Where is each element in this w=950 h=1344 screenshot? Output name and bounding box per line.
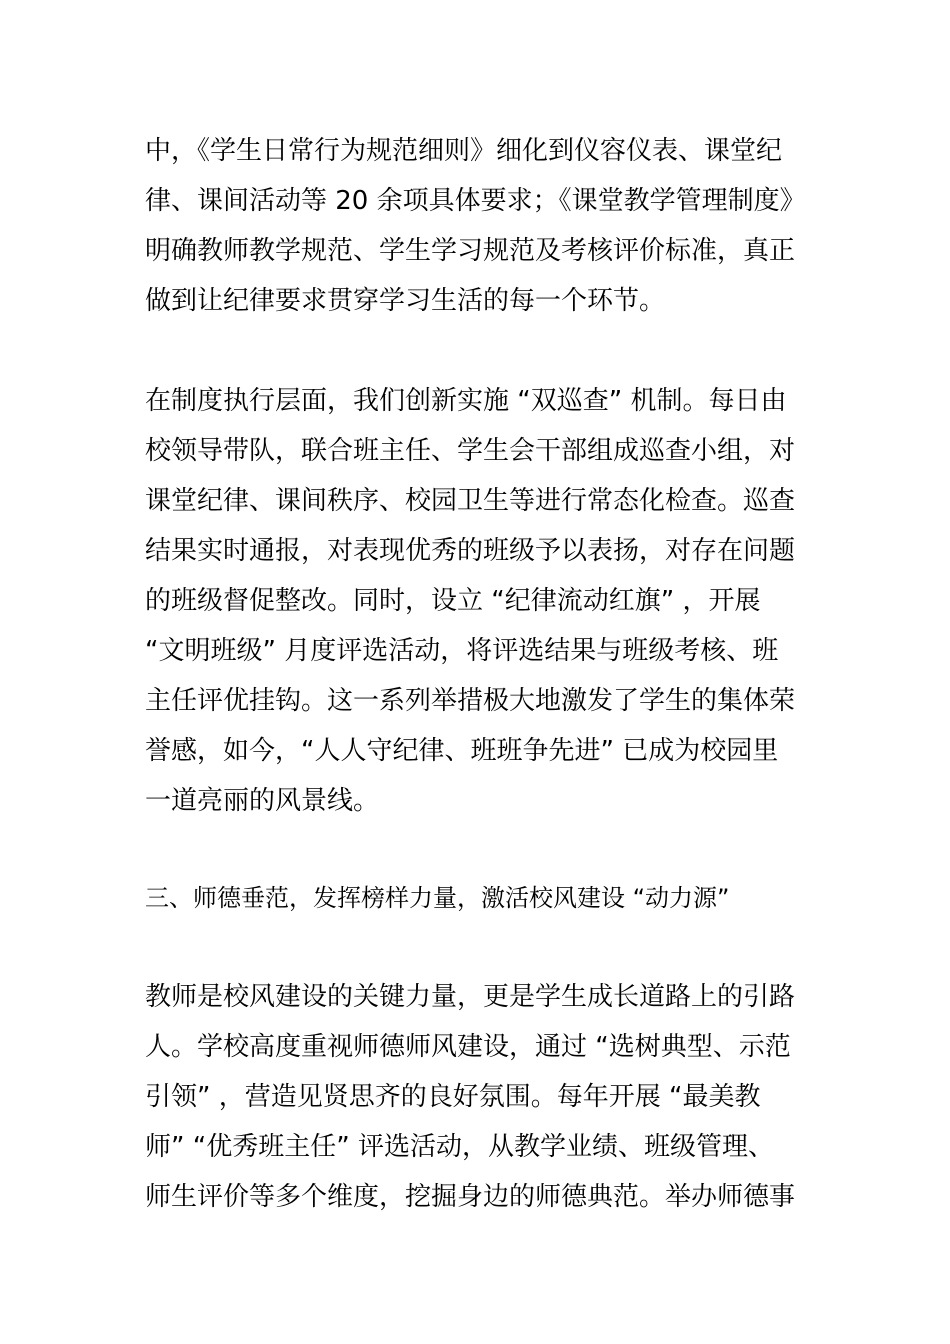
paragraph-2-line-2: 校领导带队，联合班主任、学生会干部组成巡查小组，对 bbox=[145, 436, 796, 466]
paragraph-2-line-1: 在制度执行层面，我们创新实施 “双巡查” 机制。每日由 bbox=[145, 386, 787, 416]
paragraph-1-line-2: 律、课间活动等 20 余项具体要求；《课堂教学管理制度》 bbox=[145, 186, 806, 216]
paragraph-2-line-5: 的班级督促整改。同时，设立 “纪律流动红旗” ，开展 bbox=[145, 586, 761, 616]
paragraph-2-line-7: 主任评优挂钩。这一系列举措极大地激发了学生的集体荣 bbox=[145, 686, 796, 716]
paragraph-2-line-8: 誉感，如今，“人人守纪律、班班争先进” 已成为校园里 bbox=[145, 736, 779, 766]
paragraph-2-line-3: 课堂纪律、课间秩序、校园卫生等进行常态化检查。巡查 bbox=[145, 486, 796, 516]
section-heading: 三、师德垂范，发挥榜样力量，激活校风建设 “动力源” bbox=[145, 884, 730, 912]
paragraph-2-line-9: 一道亮丽的风景线。 bbox=[145, 786, 380, 816]
paragraph-1-line-4: 做到让纪律要求贯穿学习生活的每一个环节。 bbox=[145, 286, 666, 316]
paragraph-1-line-1: 中，《学生日常行为规范细则》细化到仪容仪表、课堂纪 bbox=[145, 136, 783, 166]
paragraph-3-line-2: 人。学校高度重视师德师风建设，通过 “选树典型、示范 bbox=[145, 1032, 791, 1062]
paragraph-2-line-6: “文明班级” 月度评选活动，将评选结果与班级考核、班 bbox=[145, 636, 779, 666]
paragraph-1-line-3: 明确教师教学规范、学生学习规范及考核评价标准，真正 bbox=[145, 236, 796, 266]
paragraph-3-line-4: 师” “优秀班主任” 评选活动，从教学业绩、班级管理、 bbox=[145, 1132, 774, 1162]
paragraph-3-line-1: 教师是校风建设的关键力量，更是学生成长道路上的引路 bbox=[145, 982, 796, 1012]
paragraph-2-line-4: 结果实时通报，对表现优秀的班级予以表扬，对存在问题 bbox=[145, 536, 796, 566]
paragraph-3-line-5: 师生评价等多个维度，挖掘身边的师德典范。举办师德事 bbox=[145, 1182, 796, 1212]
paragraph-3-line-3: 引领” ，营造见贤思齐的良好氛围。每年开展 “最美教 bbox=[145, 1082, 761, 1112]
